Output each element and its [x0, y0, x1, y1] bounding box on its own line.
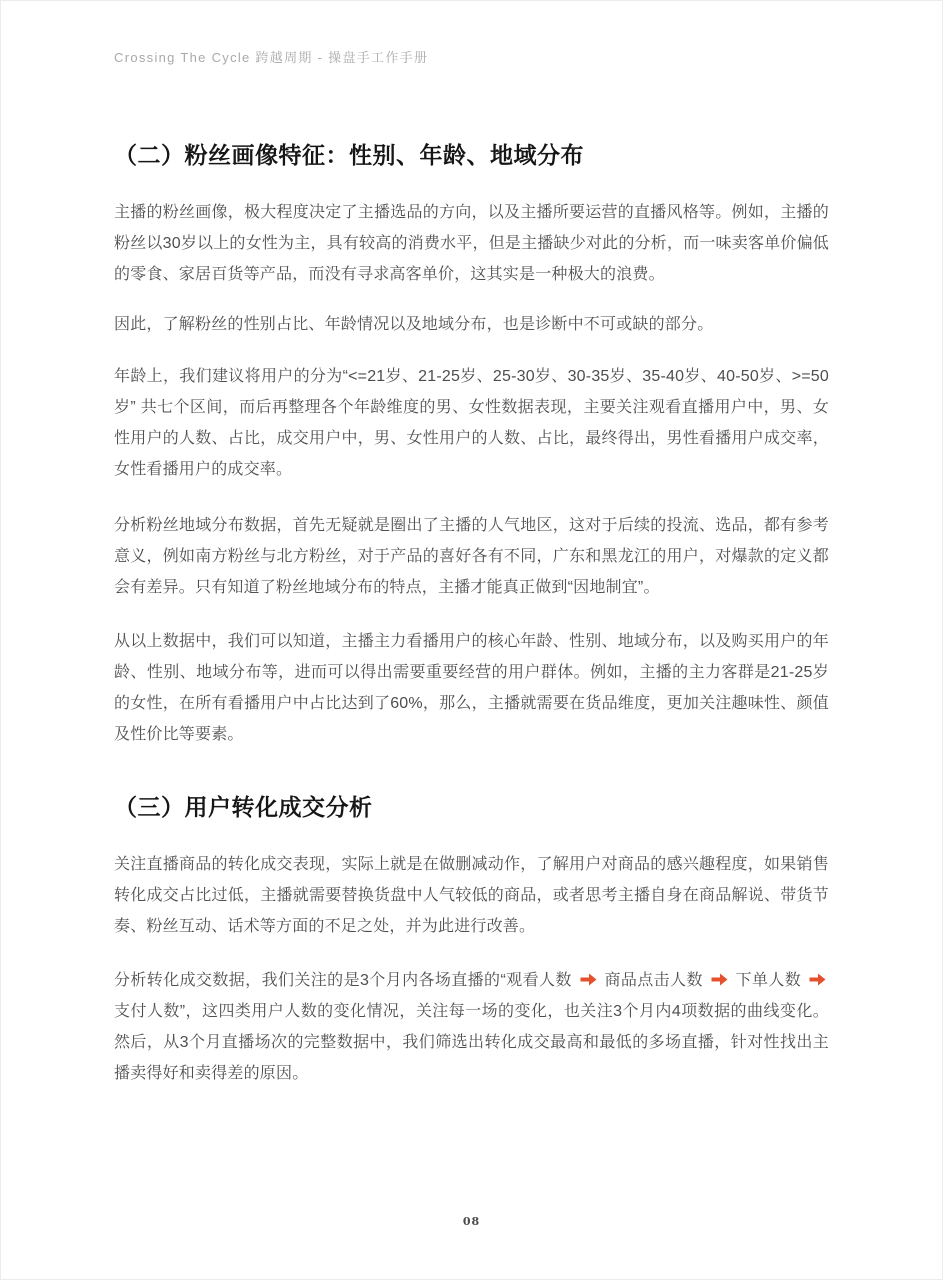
arrow-right-icon	[711, 973, 728, 986]
section-heading-fan-profile: （二）粉丝画像特征：性别、年龄、地域分布	[114, 142, 584, 168]
arrow-right-icon	[809, 973, 826, 986]
funnel-text-segment: 支付人数”，这四类用户人数的变化情况，关注每一场的变化，也关注3个月内4项数据的曲线变化。然后，从3个月直播场次的完整数据中，我们筛选出转化成交最高和最低的多场直播，针对性找出主播卖得好和卖得差的原因。	[114, 1003, 829, 1082]
page-number: 08	[462, 1215, 481, 1228]
paragraph: 分析粉丝地域分布数据，首先无疑就是圈出了主播的人气地区，这对于后续的投流、选品，都有参考意义，例如南方粉丝与北方粉丝，对于产品的喜好各有不同，广东和黑龙江的用户，对爆款的定义都会有差异。只有知道了粉丝地域分布的特点，主播才能真正做到“因地制宜”。	[114, 517, 829, 596]
arrow-right-icon	[580, 973, 597, 986]
funnel-text-segment: 商品点击人数	[599, 972, 708, 989]
document-header: Crossing The Cycle 跨越周期 - 操盘手工作手册	[114, 50, 429, 65]
funnel-text-segment: 分析转化成交数据，我们关注的是3个月内各场直播的“观看人数	[114, 972, 577, 989]
section-heading-conversion-analysis: （三）用户转化成交分析	[114, 794, 373, 820]
paragraph: 关注直播商品的转化成交表现，实际上就是在做删减动作，了解用户对商品的感兴趣程度，如果销售转化成交占比过低，主播就需要替换货盘中人气较低的商品，或者思考主播自身在商品解说、带货节奏、粉丝互动、话术等方面的不足之处，并为此进行改善。	[114, 856, 829, 935]
paragraph-funnel	[114, 965, 829, 1089]
paragraph: 从以上数据中，我们可以知道，主播主力看播用户的核心年龄、性别、地域分布，以及购买用户的年龄、性别、地域分布等，进而可以得出需要重要经营的用户群体。例如，主播的主力客群是21-25岁的女性，在所有看播用户中占比达到了60%，那么，主播就需要在货品维度，更加关注趣味性、颜值及性价比等要素。	[114, 633, 829, 743]
paragraph: 年龄上，我们建议将用户的分为“<=21岁、21-25岁、25-30岁、30-35岁、35-40岁、40-50岁、>=50岁” 共七个区间，而后再整理各个年龄维度的男、女性数据表现，主要关注观看直播用户中，男、女性用户的人数、占比，成交用户中，男、女性用户的人数、占比，最终得出，男性看播用户成交率，女性看播用户的成交率。	[114, 368, 829, 478]
paragraph: 主播的粉丝画像，极大程度决定了主播选品的方向，以及主播所要运营的直播风格等。例如，主播的粉丝以30岁以上的女性为主，具有较高的消费水平，但是主播缺少对此的分析，而一味卖客单价偏低的零食、家居百货等产品，而没有寻求高客单价，这其实是一种极大的浪费。	[114, 204, 829, 283]
paragraph: 因此，了解粉丝的性别占比、年龄情况以及地域分布，也是诊断中不可或缺的部分。	[114, 316, 714, 333]
funnel-text-segment: 下单人数	[730, 972, 806, 989]
